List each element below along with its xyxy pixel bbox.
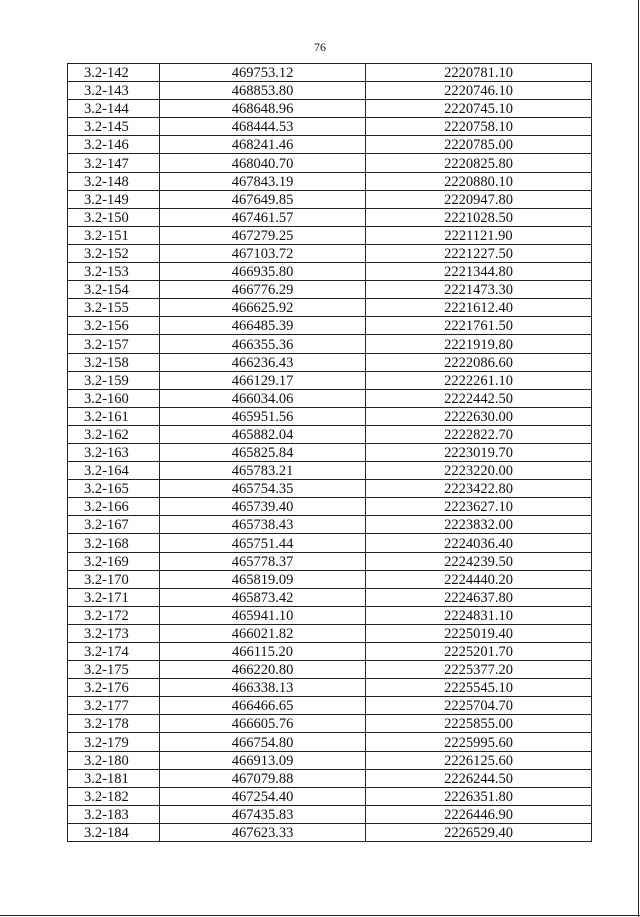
table-row <box>68 407 592 425</box>
y-coordinate-cell: 2221028.50 <box>366 208 592 226</box>
table-row <box>68 570 592 588</box>
point-id-cell: 3.2-163 <box>68 443 160 461</box>
y-coordinate-cell: 2221473.30 <box>366 281 592 299</box>
table-row <box>68 823 592 841</box>
y-coordinate-cell: 2221344.80 <box>366 263 592 281</box>
point-id-cell: 3.2-144 <box>68 100 160 118</box>
page-number: 76 <box>314 40 326 54</box>
point-id-cell: 3.2-145 <box>68 118 160 136</box>
table-row <box>68 82 592 100</box>
y-coordinate-cell: 2221761.50 <box>366 317 592 335</box>
table-row <box>68 317 592 335</box>
point-id-cell: 3.2-173 <box>68 624 160 642</box>
y-coordinate-cell: 2226244.50 <box>366 769 592 787</box>
table-row <box>68 552 592 570</box>
point-id-cell: 3.2-160 <box>68 389 160 407</box>
point-id-cell: 3.2-170 <box>68 570 160 588</box>
table-row <box>68 335 592 353</box>
table-row <box>68 643 592 661</box>
point-id-cell: 3.2-172 <box>68 606 160 624</box>
point-id-cell: 3.2-169 <box>68 552 160 570</box>
y-coordinate-cell: 2223422.80 <box>366 480 592 498</box>
table-row <box>68 190 592 208</box>
table-row <box>68 715 592 733</box>
y-coordinate-cell: 2226446.90 <box>366 805 592 823</box>
point-id-cell: 3.2-151 <box>68 226 160 244</box>
x-coordinate-cell: 466338.13 <box>160 679 366 697</box>
y-coordinate-cell: 2226529.40 <box>366 823 592 841</box>
table-row <box>68 208 592 226</box>
x-coordinate-cell: 467103.72 <box>160 244 366 262</box>
point-id-cell: 3.2-174 <box>68 643 160 661</box>
y-coordinate-cell: 2220880.10 <box>366 172 592 190</box>
x-coordinate-cell: 467461.57 <box>160 208 366 226</box>
table-row <box>68 100 592 118</box>
point-id-cell: 3.2-167 <box>68 516 160 534</box>
point-id-cell: 3.2-148 <box>68 172 160 190</box>
y-coordinate-cell: 2226125.60 <box>366 751 592 769</box>
table-row <box>68 425 592 443</box>
y-coordinate-cell: 2225855.00 <box>366 715 592 733</box>
point-id-cell: 3.2-155 <box>68 299 160 317</box>
x-coordinate-cell: 466935.80 <box>160 263 366 281</box>
y-coordinate-cell: 2221919.80 <box>366 335 592 353</box>
point-id-cell: 3.2-154 <box>68 281 160 299</box>
x-coordinate-cell: 465882.04 <box>160 425 366 443</box>
x-coordinate-cell: 467435.83 <box>160 805 366 823</box>
table-row <box>68 118 592 136</box>
coordinates-table-body <box>68 64 592 842</box>
x-coordinate-cell: 465778.37 <box>160 552 366 570</box>
page-edge-right <box>638 0 639 917</box>
x-coordinate-cell: 466754.80 <box>160 733 366 751</box>
point-id-cell: 3.2-177 <box>68 697 160 715</box>
y-coordinate-cell: 2225704.70 <box>366 697 592 715</box>
y-coordinate-cell: 2225995.60 <box>366 733 592 751</box>
point-id-cell: 3.2-157 <box>68 335 160 353</box>
table-row <box>68 281 592 299</box>
table-row <box>68 606 592 624</box>
point-id-cell: 3.2-146 <box>68 136 160 154</box>
y-coordinate-cell: 2224637.80 <box>366 588 592 606</box>
table-row <box>68 154 592 172</box>
table-row <box>68 534 592 552</box>
point-id-cell: 3.2-175 <box>68 661 160 679</box>
x-coordinate-cell: 466034.06 <box>160 389 366 407</box>
point-id-cell: 3.2-161 <box>68 407 160 425</box>
x-coordinate-cell: 468040.70 <box>160 154 366 172</box>
table-row <box>68 462 592 480</box>
x-coordinate-cell: 465951.56 <box>160 407 366 425</box>
table-row <box>68 172 592 190</box>
point-id-cell: 3.2-181 <box>68 769 160 787</box>
y-coordinate-cell: 2220781.10 <box>366 64 592 82</box>
table-row <box>68 480 592 498</box>
point-id-cell: 3.2-156 <box>68 317 160 335</box>
y-coordinate-cell: 2224831.10 <box>366 606 592 624</box>
point-id-cell: 3.2-152 <box>68 244 160 262</box>
y-coordinate-cell: 2221121.90 <box>366 226 592 244</box>
point-id-cell: 3.2-150 <box>68 208 160 226</box>
y-coordinate-cell: 2222261.10 <box>366 371 592 389</box>
x-coordinate-cell: 466129.17 <box>160 371 366 389</box>
x-coordinate-cell: 465825.84 <box>160 443 366 461</box>
y-coordinate-cell: 2225019.40 <box>366 624 592 642</box>
table-row <box>68 769 592 787</box>
table-row <box>68 263 592 281</box>
point-id-cell: 3.2-153 <box>68 263 160 281</box>
page-edge-bottom <box>0 915 640 916</box>
x-coordinate-cell: 468444.53 <box>160 118 366 136</box>
y-coordinate-cell: 2226351.80 <box>366 787 592 805</box>
point-id-cell: 3.2-179 <box>68 733 160 751</box>
point-id-cell: 3.2-184 <box>68 823 160 841</box>
x-coordinate-cell: 467623.33 <box>160 823 366 841</box>
y-coordinate-cell: 2220745.10 <box>366 100 592 118</box>
point-id-cell: 3.2-166 <box>68 498 160 516</box>
x-coordinate-cell: 465751.44 <box>160 534 366 552</box>
x-coordinate-cell: 465783.21 <box>160 462 366 480</box>
table-row <box>68 697 592 715</box>
x-coordinate-cell: 465739.40 <box>160 498 366 516</box>
y-coordinate-cell: 2224440.20 <box>366 570 592 588</box>
y-coordinate-cell: 2220785.00 <box>366 136 592 154</box>
point-id-cell: 3.2-171 <box>68 588 160 606</box>
table-row <box>68 389 592 407</box>
x-coordinate-cell: 465738.43 <box>160 516 366 534</box>
y-coordinate-cell: 2225377.20 <box>366 661 592 679</box>
x-coordinate-cell: 466220.80 <box>160 661 366 679</box>
point-id-cell: 3.2-164 <box>68 462 160 480</box>
table-row <box>68 787 592 805</box>
y-coordinate-cell: 2223627.10 <box>366 498 592 516</box>
y-coordinate-cell: 2223019.70 <box>366 443 592 461</box>
y-coordinate-cell: 2220746.10 <box>366 82 592 100</box>
y-coordinate-cell: 2220758.10 <box>366 118 592 136</box>
x-coordinate-cell: 467843.19 <box>160 172 366 190</box>
point-id-cell: 3.2-168 <box>68 534 160 552</box>
table-row <box>68 588 592 606</box>
y-coordinate-cell: 2221227.50 <box>366 244 592 262</box>
x-coordinate-cell: 468853.80 <box>160 82 366 100</box>
point-id-cell: 3.2-183 <box>68 805 160 823</box>
y-coordinate-cell: 2223220.00 <box>366 462 592 480</box>
y-coordinate-cell: 2223832.00 <box>366 516 592 534</box>
table-row <box>68 516 592 534</box>
x-coordinate-cell: 469753.12 <box>160 64 366 82</box>
point-id-cell: 3.2-176 <box>68 679 160 697</box>
point-id-cell: 3.2-162 <box>68 425 160 443</box>
point-id-cell: 3.2-165 <box>68 480 160 498</box>
table-row <box>68 64 592 82</box>
x-coordinate-cell: 465873.42 <box>160 588 366 606</box>
table-row <box>68 733 592 751</box>
table-row <box>68 679 592 697</box>
x-coordinate-cell: 467649.85 <box>160 190 366 208</box>
x-coordinate-cell: 467279.25 <box>160 226 366 244</box>
y-coordinate-cell: 2222822.70 <box>366 425 592 443</box>
y-coordinate-cell: 2224239.50 <box>366 552 592 570</box>
table-row <box>68 498 592 516</box>
table-row <box>68 371 592 389</box>
point-id-cell: 3.2-180 <box>68 751 160 769</box>
table-row <box>68 299 592 317</box>
x-coordinate-cell: 465819.09 <box>160 570 366 588</box>
point-id-cell: 3.2-182 <box>68 787 160 805</box>
x-coordinate-cell: 466021.82 <box>160 624 366 642</box>
y-coordinate-cell: 2224036.40 <box>366 534 592 552</box>
x-coordinate-cell: 466115.20 <box>160 643 366 661</box>
table-row <box>68 244 592 262</box>
table-row <box>68 751 592 769</box>
point-id-cell: 3.2-158 <box>68 353 160 371</box>
y-coordinate-cell: 2222630.00 <box>366 407 592 425</box>
table-row <box>68 226 592 244</box>
x-coordinate-cell: 466913.09 <box>160 751 366 769</box>
table-row <box>68 624 592 642</box>
point-id-cell: 3.2-143 <box>68 82 160 100</box>
x-coordinate-cell: 465754.35 <box>160 480 366 498</box>
x-coordinate-cell: 468648.96 <box>160 100 366 118</box>
table-row <box>68 661 592 679</box>
point-id-cell: 3.2-147 <box>68 154 160 172</box>
table-row <box>68 353 592 371</box>
x-coordinate-cell: 466776.29 <box>160 281 366 299</box>
y-coordinate-cell: 2220825.80 <box>366 154 592 172</box>
point-id-cell: 3.2-142 <box>68 64 160 82</box>
point-id-cell: 3.2-159 <box>68 371 160 389</box>
y-coordinate-cell: 2221612.40 <box>366 299 592 317</box>
x-coordinate-cell: 468241.46 <box>160 136 366 154</box>
point-id-cell: 3.2-149 <box>68 190 160 208</box>
x-coordinate-cell: 466466.65 <box>160 697 366 715</box>
x-coordinate-cell: 466485.39 <box>160 317 366 335</box>
y-coordinate-cell: 2225201.70 <box>366 643 592 661</box>
table-row <box>68 805 592 823</box>
point-id-cell: 3.2-178 <box>68 715 160 733</box>
x-coordinate-cell: 466605.76 <box>160 715 366 733</box>
x-coordinate-cell: 465941.10 <box>160 606 366 624</box>
x-coordinate-cell: 466625.92 <box>160 299 366 317</box>
y-coordinate-cell: 2222086.60 <box>366 353 592 371</box>
table-row <box>68 136 592 154</box>
y-coordinate-cell: 2225545.10 <box>366 679 592 697</box>
x-coordinate-cell: 467079.88 <box>160 769 366 787</box>
coordinates-table <box>67 63 592 842</box>
y-coordinate-cell: 2222442.50 <box>366 389 592 407</box>
x-coordinate-cell: 466355.36 <box>160 335 366 353</box>
x-coordinate-cell: 467254.40 <box>160 787 366 805</box>
x-coordinate-cell: 466236.43 <box>160 353 366 371</box>
y-coordinate-cell: 2220947.80 <box>366 190 592 208</box>
table-row <box>68 443 592 461</box>
